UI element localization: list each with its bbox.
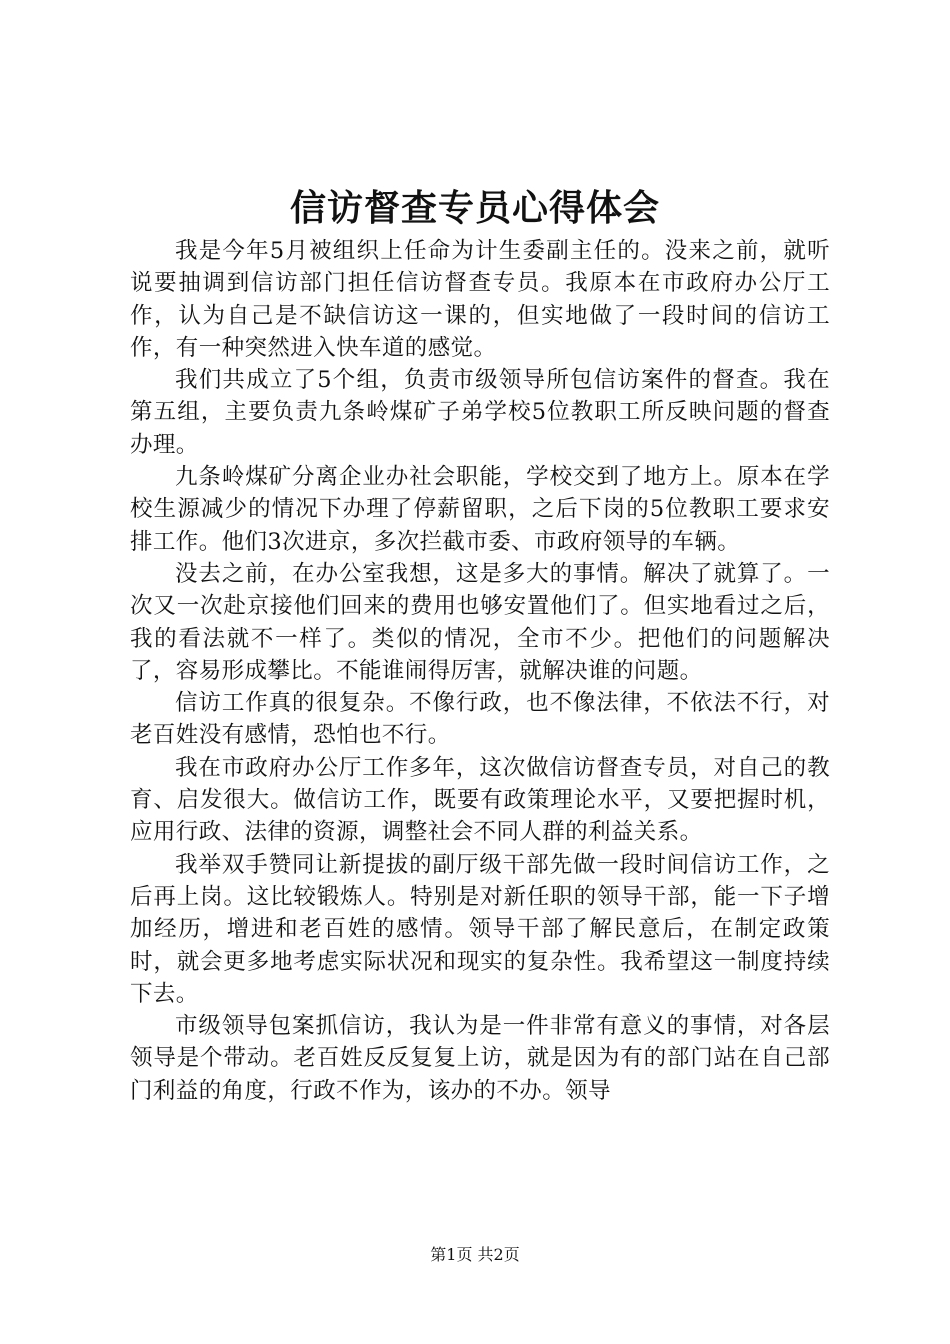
- paragraph: 我在市政府办公厅工作多年，这次做信访督查专员，对自己的教育、启发很大。做信访工作，既要有政策理论水平，又要把握时机，应用行政、法律的资源，调整社会不同人群的利益关系。: [130, 754, 830, 846]
- document-title: 信访督查专员心得体会: [289, 187, 660, 229]
- paragraph: 市级领导包案抓信访，我认为是一件非常有意义的事情，对各层领导是个带动。老百姓反反复复上访，就是因为有的部门站在自己部门利益的角度，行政不作为，该办的不办。领导: [130, 1013, 830, 1104]
- page-footer: 第1页 共2页: [430, 1245, 520, 1264]
- paragraph: 我们共成立了5个组，负责市级领导所包信访案件的督查。我在第五组，主要负责九条岭煤矿子弟学校5位教职工所反映问题的督查办理。: [130, 367, 830, 458]
- document-body: [130, 235, 830, 1107]
- paragraph: 我是今年5月被组织上任命为计生委副主任的。没来之前，就听说要抽调到信访部门担任信访督查专员。我原本在市政府办公厅工作，认为自己是不缺信访这一课的，但实地做了一段时间的信访工作，有一种突然进入快车道的感觉。: [130, 238, 830, 361]
- paragraph: 九条岭煤矿分离企业办社会职能，学校交到了地方上。原本在学校生源减少的情况下办理了停薪留职，之后下岗的5位教职工要求安排工作。他们3次进京，多次拦截市委、市政府领导的车辆。: [130, 464, 830, 555]
- paragraph: 信访工作真的很复杂。不像行政，也不像法律，不依法不行，对老百姓没有感情，恐怕也不行。: [130, 690, 830, 749]
- paragraph: 我举双手赞同让新提拔的副厅级干部先做一段时间信访工作，之后再上岗。这比较锻炼人。特别是对新任职的领导干部，能一下子增加经历，增进和老百姓的感情。领导干部了解民意后，在制定政策时，就会更多地考虑实际状况和现实的复杂性。我希望这一制度持续下去。: [130, 851, 830, 1007]
- paragraph: 没去之前，在办公室我想，这是多大的事情。解决了就算了。一次又一次赴京接他们回来的费用也够安置他们了。但实地看过之后，我的看法就不一样了。类似的情况，全市不少。把他们的问题解决了，容易形成攀比。不能谁闹得厉害，就解决谁的问题。: [130, 560, 830, 684]
